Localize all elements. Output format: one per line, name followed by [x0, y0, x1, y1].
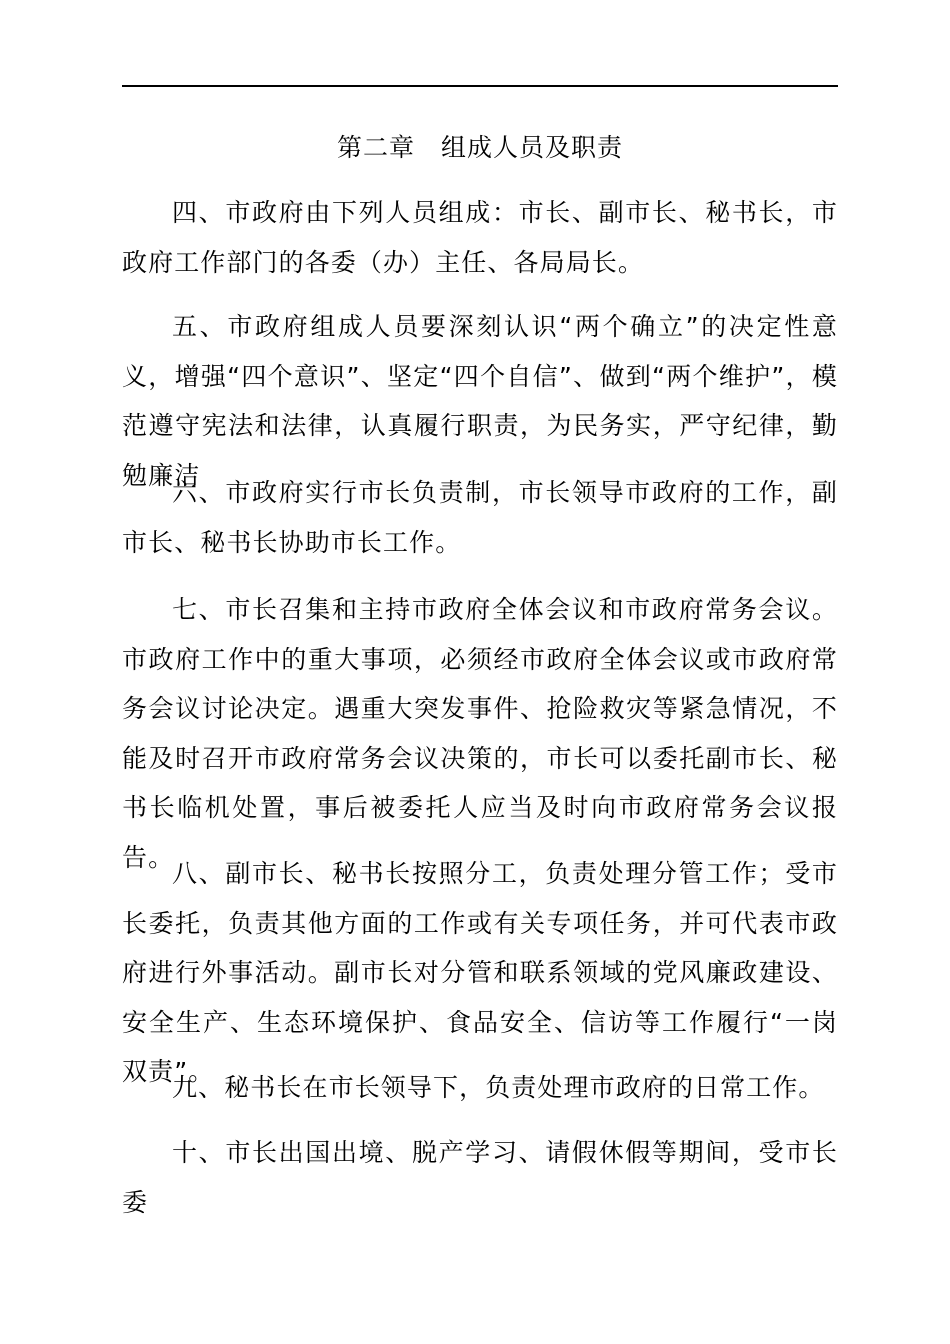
paragraph-5: 五、市政府组成人员要深刻认识“两个确立”的决定性意义，增强“四个意识”、坚定“四个自信”、做到“两个维护”，模范遵守宪法和法律，认真履行职责，为民务实，严守纪律，勤勉廉洁 [122, 312, 838, 490]
paragraph-9: 九、秘书长在市长领导下，负责处理市政府的日常工作。 [172, 1073, 825, 1102]
paragraph-6: 六、市政府实行市长负责制，市长领导市政府的工作，副市长、秘书长协助市长工作。 [122, 478, 838, 557]
header-rule [122, 85, 838, 87]
paragraph-10: 十、市长出国出境、脱产学习、请假休假等期间，受市长委 [122, 1138, 838, 1217]
paragraph-4: 四、市政府由下列人员组成：市长、副市长、秘书长，市政府工作部门的各委（办）主任、各局局长。 [122, 198, 838, 277]
chapter-title: 第二章 组成人员及职责 [336, 133, 623, 162]
paragraph-8: 八、副市长、秘书长按照分工，负责处理分管工作；受市长委托，负责其他方面的工作或有关专项任务，并可代表市政府进行外事活动。副市长对分管和联系领域的党风廉政建设、安全生产、生态环境保护、食品安全、信访等工作履行“一岗双责”。 [122, 859, 838, 1086]
paragraph-7: 七、市长召集和主持市政府全体会议和市政府常务会议。市政府工作中的重大事项，必须经市政府全体会议或市政府常务会议讨论决定。遇重大突发事件、抢险救灾等紧急情况，不能及时召开市政府常务会议决策的，市长可以委托副市长、秘书长临机处置，事后被委托人应当及时向市政府常务会议报告。 [122, 595, 838, 872]
